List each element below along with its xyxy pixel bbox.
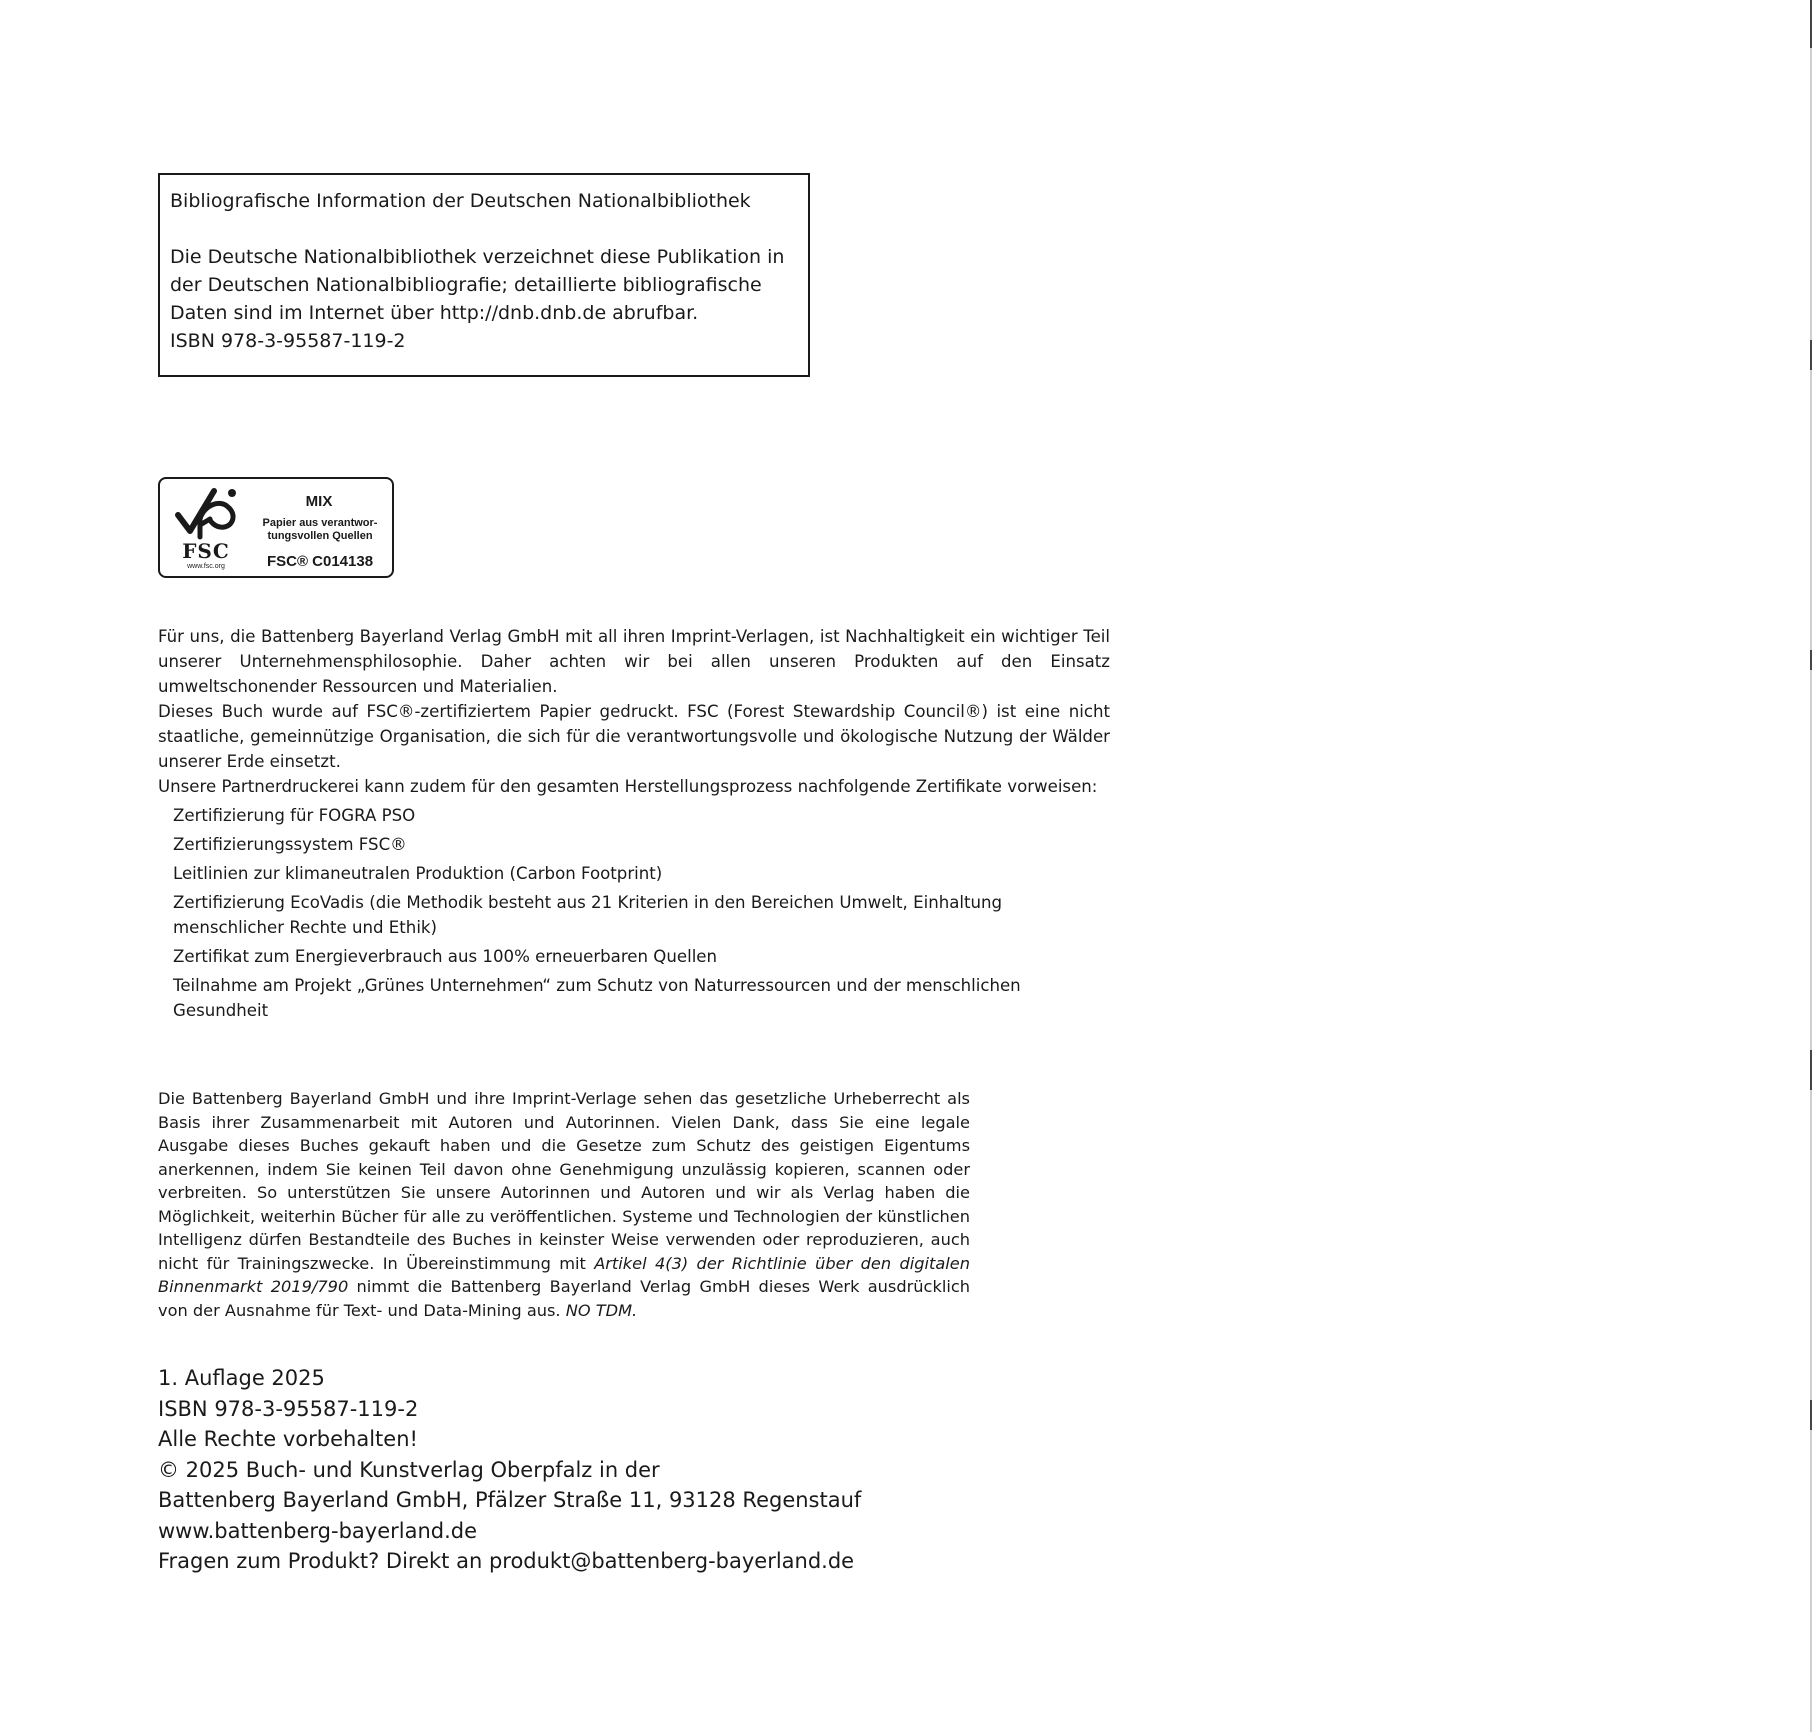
fsc-tree-checkmark-icon — [170, 485, 242, 547]
bibliographic-info-body: Die Deutsche Nationalbibliothek verzeichnet diese Publikation in der Deutschen Nationalbibliografie; detaillierte bibliografische Daten sind im Internet über http://dnb.dnb.de abrufbar. — [170, 246, 785, 324]
list-item: Teilnahme am Projekt „Grünes Unternehmen“ zum Schutz von Naturressourcen und der menschlichen Gesundheit — [173, 976, 1021, 1020]
directive-reference: Artikel 4(3) der Richtlinie über den digitalen Binnenmarkt 2019/790 — [158, 1253, 970, 1296]
partner-intro: Unsere Partnerdruckerei kann zudem für den gesamten Herstellungsprozess nachfolgende Zertifikate vorweisen: — [158, 777, 1098, 796]
fsc-paper-line-2: tungsvollen Quellen — [267, 530, 373, 542]
imprint-isbn: ISBN 978-3-95587-119-2 — [158, 1396, 419, 1421]
website-link[interactable]: www.battenberg-bayerland.de — [158, 1518, 478, 1543]
list-item: Zertifikat zum Energieverbrauch aus 100% erneuerbaren Quellen — [173, 947, 718, 966]
list-item: Leitlinien zur klimaneutralen Produktion (Carbon Footprint) — [173, 864, 663, 883]
copyright-line-2: Battenberg Bayerland GmbH, Pfälzer Straße 11, 93128 Regenstauf — [158, 1488, 862, 1512]
fsc-paper-line-1: Papier aus verantwor- — [262, 517, 378, 529]
fsc-paper-label — [252, 517, 388, 543]
fsc-license-code: FSC® C014138 — [266, 553, 374, 570]
certificate-list — [158, 803, 1118, 1027]
list-item: Zertifizierung EcoVadis (die Methodik besteht aus 21 Kriterien in den Bereichen Umwelt, Einhaltung menschlicher Rechte und Ethik) — [173, 893, 1003, 937]
copyright-notice-after: nimmt die Battenberg Bayerland Verlag GmbH dieses Werk ausdrücklich von der Ausnahme für Text- und Data-Mining aus. — [158, 1277, 970, 1320]
copyright-notice-main: Die Battenberg Bayerland GmbH und ihre Imprint-Verlage sehen das gesetzliche Urheberrecht als Basis ihrer Zusammenarbeit mit Autoren und Autorinnen. Vielen Dank, dass Sie eine legale Ausgabe dieses Buches gekauft haben und die Gesetze zum Schutz des geistigen Eigentums anerkennen, indem Sie keinen Teil davon ohne Genehmigung unzulässig kopieren, scannen oder verbreiten. So unterstützen Sie unsere Autorinnen und Autoren und wir als Verlag haben die Möglichkeit, weiterhin Bücher für alle zu veröffentlichen. Systeme und Technologien der künstlichen Intelligenz dürfen Bestandteile des Buches in keinster Weise verwenden oder reproduzieren, auch nicht für Trainingszwecke. In Übereinstimmung mit — [158, 1089, 970, 1273]
imprint-section — [158, 1363, 918, 1577]
bibliographic-info-title: Bibliografische Information der Deutschen Nationalbibliothek — [170, 190, 751, 212]
bibliographic-info-box — [158, 173, 810, 377]
fsc-url: www.fsc.org — [187, 563, 225, 570]
bibliographic-isbn: ISBN 978-3-95587-119-2 — [170, 330, 406, 352]
sustainability-paragraph-1: Für uns, die Battenberg Bayerland Verlag GmbH mit all ihren Imprint-Verlagen, ist Nachhaltigkeit ein wichtiger Teil unserer Unternehmensphilosophie. Daher achten wir bei allen unseren Produkten auf den Einsatz umweltschonender Ressourcen und Materialien. — [158, 627, 1110, 696]
edition: 1. Auflage 2025 — [158, 1366, 325, 1390]
fsc-mix-label: MIX — [305, 493, 333, 510]
copyright-line-1: © 2025 Buch- und Kunstverlag Oberpfalz in der — [158, 1457, 660, 1482]
fsc-logo — [158, 477, 394, 578]
rights-reserved: Alle Rechte vorbehalten! — [158, 1427, 418, 1451]
list-item: Zertifizierung für FOGRA PSO — [173, 806, 416, 825]
product-contact: Fragen zum Produkt? Direkt an produkt@battenberg-bayerland.de — [158, 1549, 855, 1573]
fsc-brand-text: FSC — [182, 539, 230, 563]
no-tdm-label: NO TDM. — [565, 1300, 638, 1320]
sustainability-section — [158, 624, 1110, 774]
list-item: Zertifizierungssystem FSC® — [173, 835, 407, 854]
copyright-notice — [158, 1087, 970, 1322]
sustainability-paragraph-2: Dieses Buch wurde auf FSC®-zertifiziertem Papier gedruckt. FSC (Forest Stewardship Council®) ist eine nicht staatliche, gemeinnützige Organisation, die sich für die verantwortungsvolle und ökologische Nutzung der Wälder unserer Erde einsetzt. — [158, 702, 1110, 771]
copyright-notice-paragraph — [158, 1087, 970, 1322]
